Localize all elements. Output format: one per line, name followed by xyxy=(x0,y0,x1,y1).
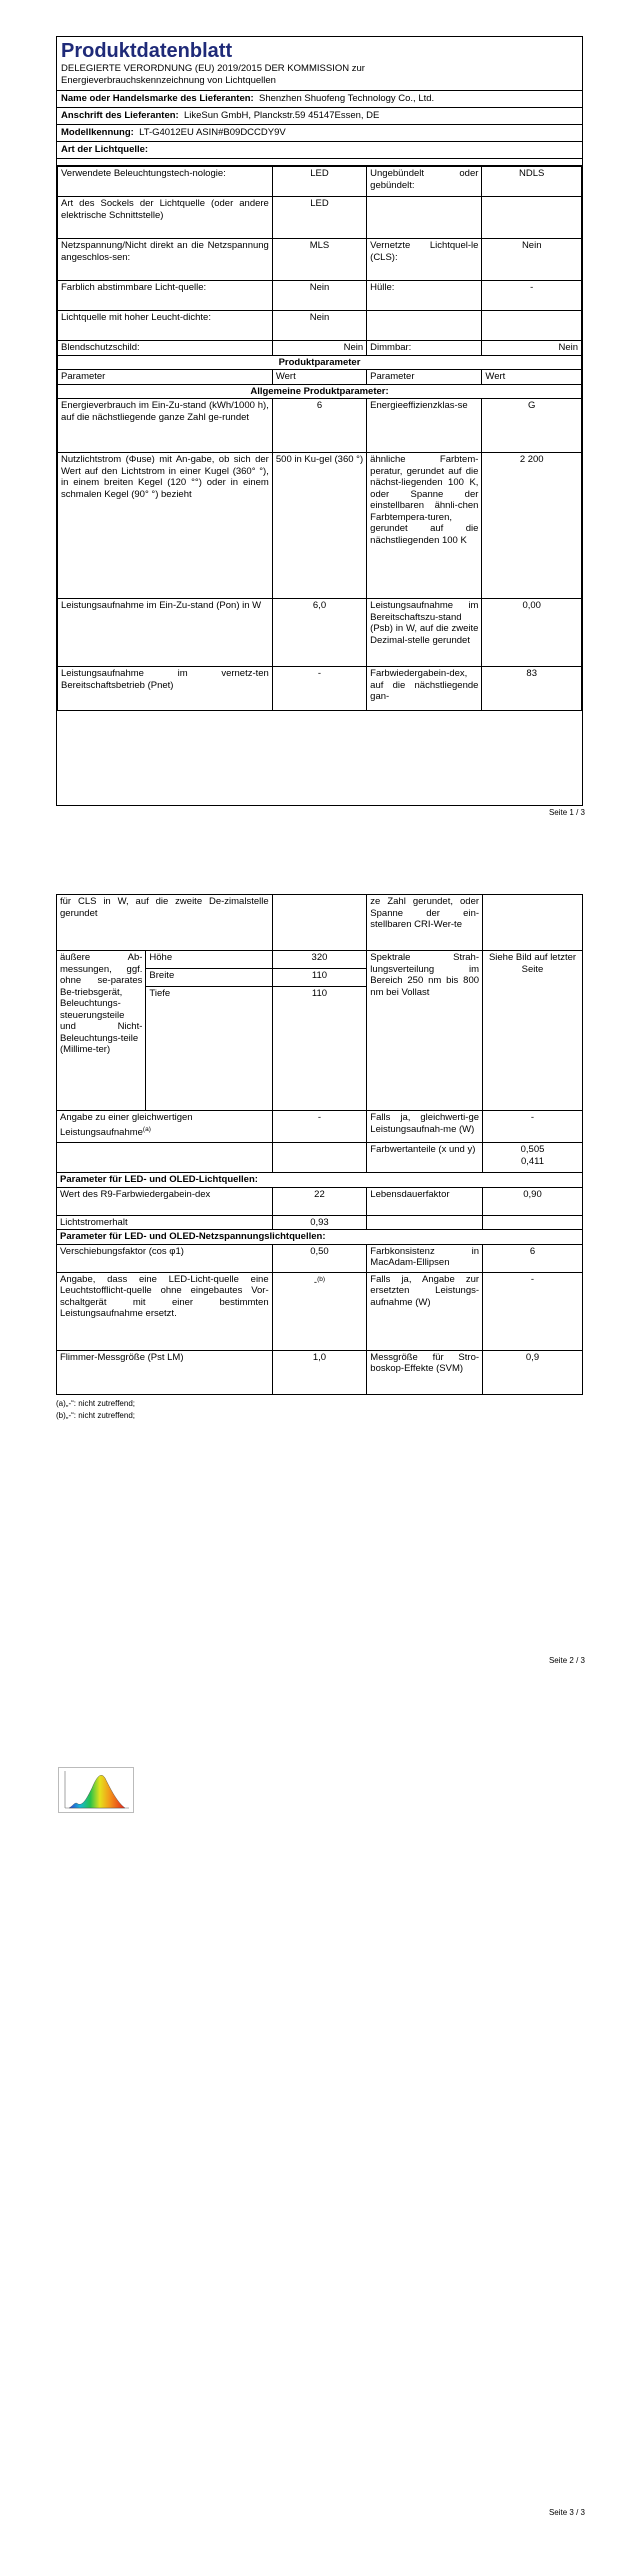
table-row: Farblich abstimmbare Licht-quelle: Nein Hülle: - xyxy=(58,281,582,311)
page-number: Seite 3 / 3 xyxy=(548,2508,585,2517)
table-row: Leistungsaufnahme im vernetz-ten Bereitschaftsbetrieb (Pnet) - Farbwiedergabein-dex, auf die nächstliegende gan- 83 xyxy=(58,667,582,711)
table-row: Lichtquelle mit hoher Leucht-dichte: Nein xyxy=(58,311,582,341)
footnotes xyxy=(56,1395,583,1422)
table-row: Netzspannung/Nicht direkt an die Netzspannung angeschlos-sen: MLS Vernetzte Lichtquel-le (CLS): Nein xyxy=(58,239,582,281)
footnote: (a)„-“: nicht zutreffend; xyxy=(56,1398,135,1408)
general-params-heading: Allgemeine Produktparameter: xyxy=(58,384,582,399)
model-id-row: Modellkennung: LT-G4012EU ASIN#B09DCCDY9V xyxy=(57,125,582,142)
datasheet-page-1 xyxy=(56,36,583,806)
table-row: Lichtstromerhalt 0,93 xyxy=(57,1215,583,1230)
table-row: Angabe, dass eine LED-Licht-quelle eine Leuchtstofflicht-quelle ohne eingebautes Vor-schaltgerät mit einer bestimmten Leistungsaufnahme ersetzt. -$^{(b)}$ Falls ja, Angabe zur ersetzten Leistungs-aufnahme (W) - xyxy=(57,1272,583,1350)
light-source-type-heading: Art der Lichtquelle: xyxy=(57,142,582,159)
table-row: Verwendete Beleuchtungstech-nologie: LED Ungebündelt oder gebündelt: NDLS xyxy=(58,167,582,197)
page-2 xyxy=(0,850,635,1700)
dimensions-row: äußere Ab-messungen, ggf. ohne se-parates Be-triebsgerät, Beleuchtungs-steuerungsteile und Nicht-Beleuchtungs-teile (Millime-ter) Höhe 320 Spektrale Strah-lungsverteilung im Bereich 250 nm bis 800 nm bei Vollast Siehe Bild auf letzter Seite xyxy=(57,951,583,969)
product-params-heading: Produktparameter xyxy=(58,355,582,370)
table-row: Farbwertanteile (x und y) 0,505 0,411 xyxy=(57,1143,583,1173)
datasheet-page-2 xyxy=(56,894,583,1436)
mains-params-heading: Parameter für LED- und OLED-Netzspannungslichtquellen: xyxy=(57,1230,583,1245)
table-row: Blendschutzschild: Nein Dimmbar: Nein xyxy=(58,341,582,356)
column-header-row: Parameter Wert Parameter Wert xyxy=(58,370,582,385)
spectrum-graph xyxy=(59,1768,133,1812)
supplier-name-row: Name oder Handelsmarke des Lieferanten: Shenzhen Shuofeng Technology Co., Ltd. xyxy=(57,91,582,108)
spectral-distribution-image xyxy=(58,1767,134,1813)
table-row: Verschiebungsfaktor (cos φ1) 0,50 Farbkonsistenz in MacAdam-Ellipsen 6 xyxy=(57,1244,583,1272)
table-row: Energieverbrauch im Ein-Zu-stand (kWh/1000 h), auf die nächstliegende ganze Zahl ge-rundet 6 Energieeffizienzklas-se G xyxy=(58,399,582,453)
supplier-address-row: Anschrift des Lieferanten: LikeSun GmbH, Planckstr.59 45147Essen, DE xyxy=(57,108,582,125)
led-params-heading: Parameter für LED- und OLED-Lichtquellen: xyxy=(57,1173,583,1188)
document-title: Produktdatenblatt xyxy=(61,40,233,62)
product-params-table-continued xyxy=(56,894,583,1395)
table-row: Art des Sockels der Lichtquelle (oder andere elektrische Schnittstelle) LED xyxy=(58,197,582,239)
page-number: Seite 1 / 3 xyxy=(548,808,585,817)
dimensions-row: Tiefe 110 xyxy=(57,987,583,1111)
table-row: Flimmer-Messgröße (Pst LM) 1,0 Messgröße für Stro-boskop-Effekte (SVM) 0,9 xyxy=(57,1350,583,1394)
regulation-subtitle: DELEGIERTE VERORDNUNG (EU) 2019/2015 DER KOMMISSION zur Energieverbrauchskennzeichnung von Lichtquellen xyxy=(57,63,582,91)
table-row: Angabe zu einer gleichwertigen Leistungsaufnahme$^{(a)}$ - Falls ja, gleichwerti-ge Leistungsaufnah-me (W) - xyxy=(57,1111,583,1143)
page-1 xyxy=(0,0,635,850)
footnote: (b)„-“: nicht zutreffend; xyxy=(56,1410,135,1420)
table-row: für CLS in W, auf die zweite De-zimalstelle gerundet ze Zahl gerundet, oder Spanne der ein-stellbaren CRI-Wer-te xyxy=(57,895,583,951)
light-source-type-table xyxy=(57,166,582,711)
table-row: Leistungsaufnahme im Ein-Zu-stand (Pon) in W 6,0 Leistungsaufnahme im Bereitschaftszu-stand (Psb) in W, auf die zweite Dezimal-stelle gerundet 0,00 xyxy=(58,599,582,667)
dimensions-row: Breite 110 xyxy=(57,969,583,987)
table-row: Wert des R9-Farbwiedergabein-dex 22 Lebensdauerfaktor 0,90 xyxy=(57,1187,583,1215)
table-row: Nutzlichtstrom (Φuse) mit An-gabe, ob sich der Wert auf den Lichtstrom in einer Kugel (360° °), in einem breiten Kegel (120 °°) oder in einem schmalen Kegel (90° °) bezieht 500 in Ku-gel (360 °) ähnliche Farbtem-peratur, gerundet auf die nächst-liegenden 100 K, oder Spanne der einstellbaren ähnli-chen Farbtempera-turen, gerundet auf die nächstliegenden 100 K 2 200 xyxy=(58,453,582,599)
page-number: Seite 2 / 3 xyxy=(548,1656,585,1665)
page-3 xyxy=(0,1700,635,2560)
